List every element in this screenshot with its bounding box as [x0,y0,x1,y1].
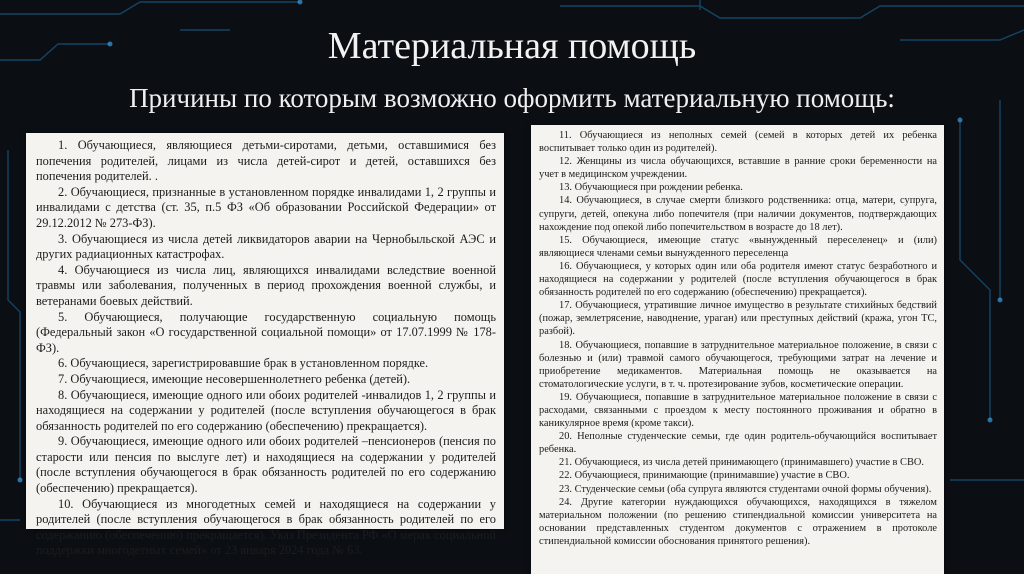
list-item: 21. Обучающиеся, из числа детей принимающего (принимавшего) участие в СВО. [559,457,924,469]
list-item: 3. Обучающиеся из числа детей ликвидаторов аварии на Чернобыльской АЭС и других радиационных катастрофах. [36,231,496,262]
slide-title: Материальная помощь [327,25,697,67]
list-item: 13. Обучающиеся при рождении ребенка. [559,182,743,194]
list-item: 5. Обучающиеся, получающие государственную социальную помощь (Федеральный закон «О государственной социальной помощи» от 17.07.1999 № 178-ФЗ). [36,309,496,355]
list-item: 12. Женщины из числа обучающихся, вставшие в ранние сроки беременности на учет в медицинском учреждении. [539,156,937,181]
list-item: 23. Студенческие семьи (оба супруга являются студентами очной формы обучения). [559,483,932,495]
list-item: 11. Обучающиеся из неполных семей (семей в которых детей их ребенка воспитывает только один из родителей). [539,130,937,155]
list-item: 1. Обучающиеся, являющиеся детьми-сиротами, детьми, оставшимися без попечения родителей, лицами из числа детей-сирот и детей, оставшихся без попечения родителей. . [36,138,496,184]
list-item: 24. Другие категории нуждающихся обучающихся, находящихся в тяжелом материальном положении (по решению стипендиальной комиссии университета на основании представленных студентом документов с отражением в протоколе стипендиальной комиссии обоснования принятого решения). [539,496,937,547]
right-document-scan [531,125,944,574]
list-item: 16. Обучающиеся, у которых один или оба родителя имеют статус безработного и находящиеся на содержании у родителей (после вступления обучающегося в брак обязанность родителей по его содержанию (обеспечению) прекращается). [539,260,937,299]
list-item: 19. Обучающиеся, попавшие в затруднительное материальное положение в связи с расходами, связанными с проездом к месту постоянного проживания и обратно в каникулярное время (кроме такси). [539,391,937,430]
list-item: 20. Неполные студенческие семьи, где один родитель-обучающийся воспитывает ребенка. [539,431,937,456]
list-item: 7. Обучающиеся, имеющие несовершеннолетнего ребенка (детей). [58,371,411,386]
list-item: 8. Обучающиеся, имеющие одного или обоих родителей -инвалидов 1, 2 группы и находящиеся на содержании у родителей (после вступления обучающегося в брак обязанность родителей по его содержанию (обеспечению) прекращается). [36,387,496,433]
list-item: 22. Обучающиеся, принимающие (принимавшие) участие в СВО. [559,470,850,482]
list-item: 15. Обучающиеся, имеющие статус «вынужденный переселенец» и (или) являющиеся членами семьи вынужденного переселенца [539,234,937,259]
list-item: 14. Обучающиеся, в случае смерти близкого родственника: отца, матери, супруга, супруги, детей, опекуна либо попечителя (при наличии документов, подтверждающих нахождение под опекой либо попечительством в возрасте до 18 лет). [539,195,937,233]
list-item: 17. Обучающиеся, утратившие личное имущество в результате стихийных бедствий (пожар, землетрясение, наводнение, ураган) или преступных действий (кража, угон ТС, разбой). [539,300,937,338]
list-item: 4. Обучающиеся из числа лиц, являющихся инвалидами вследствие военной травмы или заболевания, полученных в период прохождения военной службы, и ветеранами боевых действий. [36,262,496,308]
list-item: 18. Обучающиеся, попавшие в затруднительное материальное положение, в связи с болезнью и (или) травмой самого обучающегося, требующими затрат на лечение и приобретение медикаментов. Материальная помощь не оказывается на стоматологические услуги, в т. ч. протезирование зубов, косметические операции. [539,339,937,390]
left-document-scan [26,133,504,558]
list-item: 10. Обучающиеся из многодетных семей и находящиеся на содержании у родителей (после вступления обучающегося в брак обязанность родителей по его содержанию (обеспечению) прекращается). Указ Президента РФ «О мерах социальной поддержки многодетных семей» от 23 января 2024 года № 63. [36,496,496,558]
slide-subtitle: Причины по которым возможно оформить материальную помощь: [129,83,895,113]
list-item: 6. Обучающиеся, зарегистрировавшие брак в установленном порядке. [58,356,429,371]
list-item: 2. Обучающиеся, признанные в установленном порядке инвалидами 1, 2 группы и инвалидами с детства (ст. 35, п.5 ФЗ «Об образовании Российской Федерации» от 29.12.2012 № 273-ФЗ). [36,184,496,230]
list-item: 9. Обучающиеся, имеющие одного или обоих родителей –пенсионеров (пенсия по старости или пенсия по выслуге лет) и находящиеся на содержании у родителей (после вступления обучающегося в брак обязанность родителей по его содержанию (обеспечению) прекращается). [36,434,496,496]
